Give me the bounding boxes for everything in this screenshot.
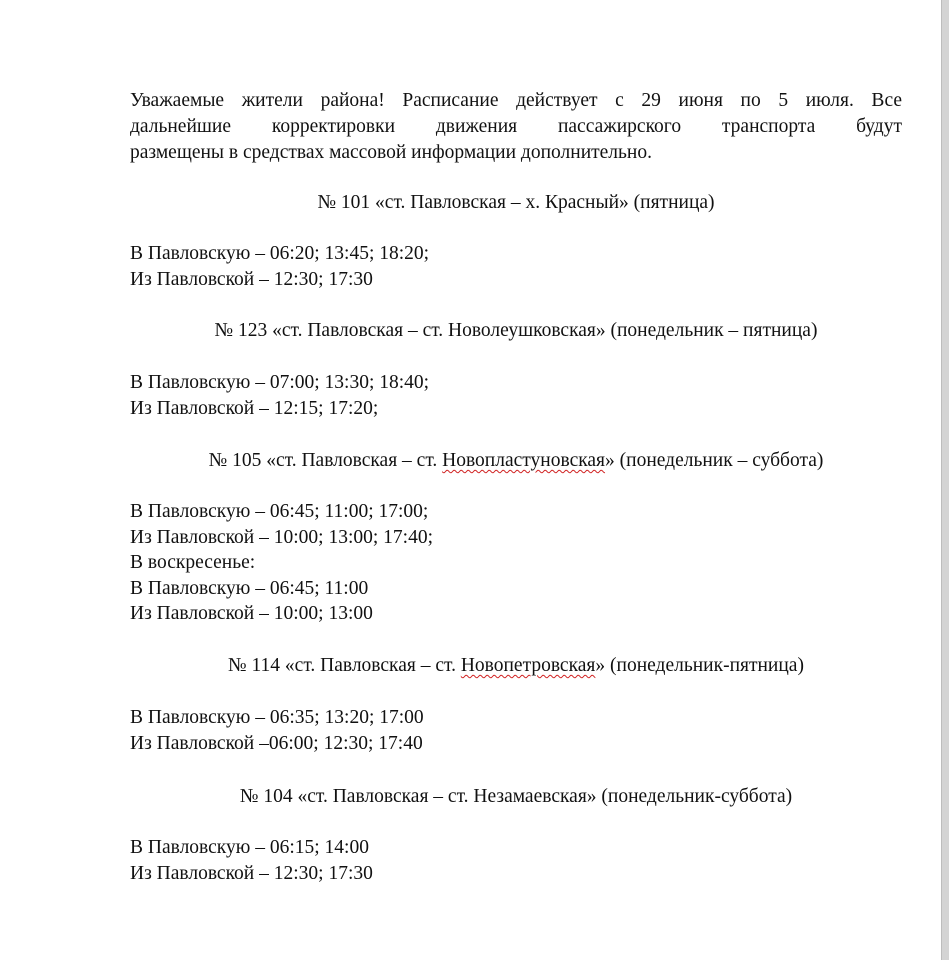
schedule-line: Из Павловской – 12:30; 17:30 [130,268,373,290]
route-114-title [130,653,902,679]
route-title-text: № 123 «ст. Павловская – ст. Новолеушковская» (понедельник – пятница) [214,320,818,341]
route-title-text: № 104 «ст. Павловская – ст. Незамаевская» (понедельник-суббота) [239,786,793,807]
route-105-title [130,448,902,474]
schedule-line: В Павловскую – 07:00; 13:30; 18:40; [130,372,430,393]
schedule-line: Из Павловской – 10:00; 13:00 [130,603,373,625]
intro-line: размещены в средствах массовой информации дополнительно. [130,142,652,163]
schedule-line: В Павловскую – 06:35; 13:20; 17:00 [130,707,424,728]
route-114-times [130,705,902,756]
page-edge-scroll-area [941,0,949,960]
schedule-line: В Павловскую – 06:15; 14:00 [130,837,369,858]
schedule-line: В Павловскую – 06:45; 11:00 [130,577,369,599]
route-105-times [130,499,902,627]
schedule-line: Из Павловской –06:00; 12:30; 17:40 [130,732,423,754]
schedule-line: В Павловскую – 06:20; 13:45; 18:20; [130,243,430,264]
route-title-text: № 114 «ст. Павловская – ст. [228,655,461,676]
route-104-title [130,784,902,810]
route-101-times [130,241,902,292]
schedule-line: Из Павловской – 12:15; 17:20; [130,397,379,419]
route-title-text: № 105 «ст. Павловская – ст. [208,450,443,471]
route-123-title [130,318,902,344]
route-title-text: » (понедельник-пятница) [595,655,804,676]
schedule-line: В Павловскую – 06:45; 11:00; 17:00; [130,501,429,522]
route-101-title [130,190,902,216]
route-123-times [130,370,902,421]
route-title-text: № 101 «ст. Павловская – х. Красный» (пятница) [317,192,715,213]
schedule-line: Из Павловской – 12:30; 17:30 [130,862,373,884]
route-104-times [130,835,902,886]
spellcheck-marked-word[interactable]: Новопетровская [460,655,596,676]
route-title-text: » (понедельник – суббота) [605,450,824,471]
schedule-line: В воскресенье: [130,552,256,574]
intro-line: дальнейшие корректировки движения пассажирского транспорта будут [130,116,902,137]
schedule-line: Из Павловской – 10:00; 13:00; 17:40; [130,526,434,548]
intro-paragraph [130,88,902,166]
intro-line: Уважаемые жители района! Расписание действует с 29 июня по 5 июля. Все [130,90,902,111]
spellcheck-marked-word[interactable]: Новопластуновская [442,450,606,471]
